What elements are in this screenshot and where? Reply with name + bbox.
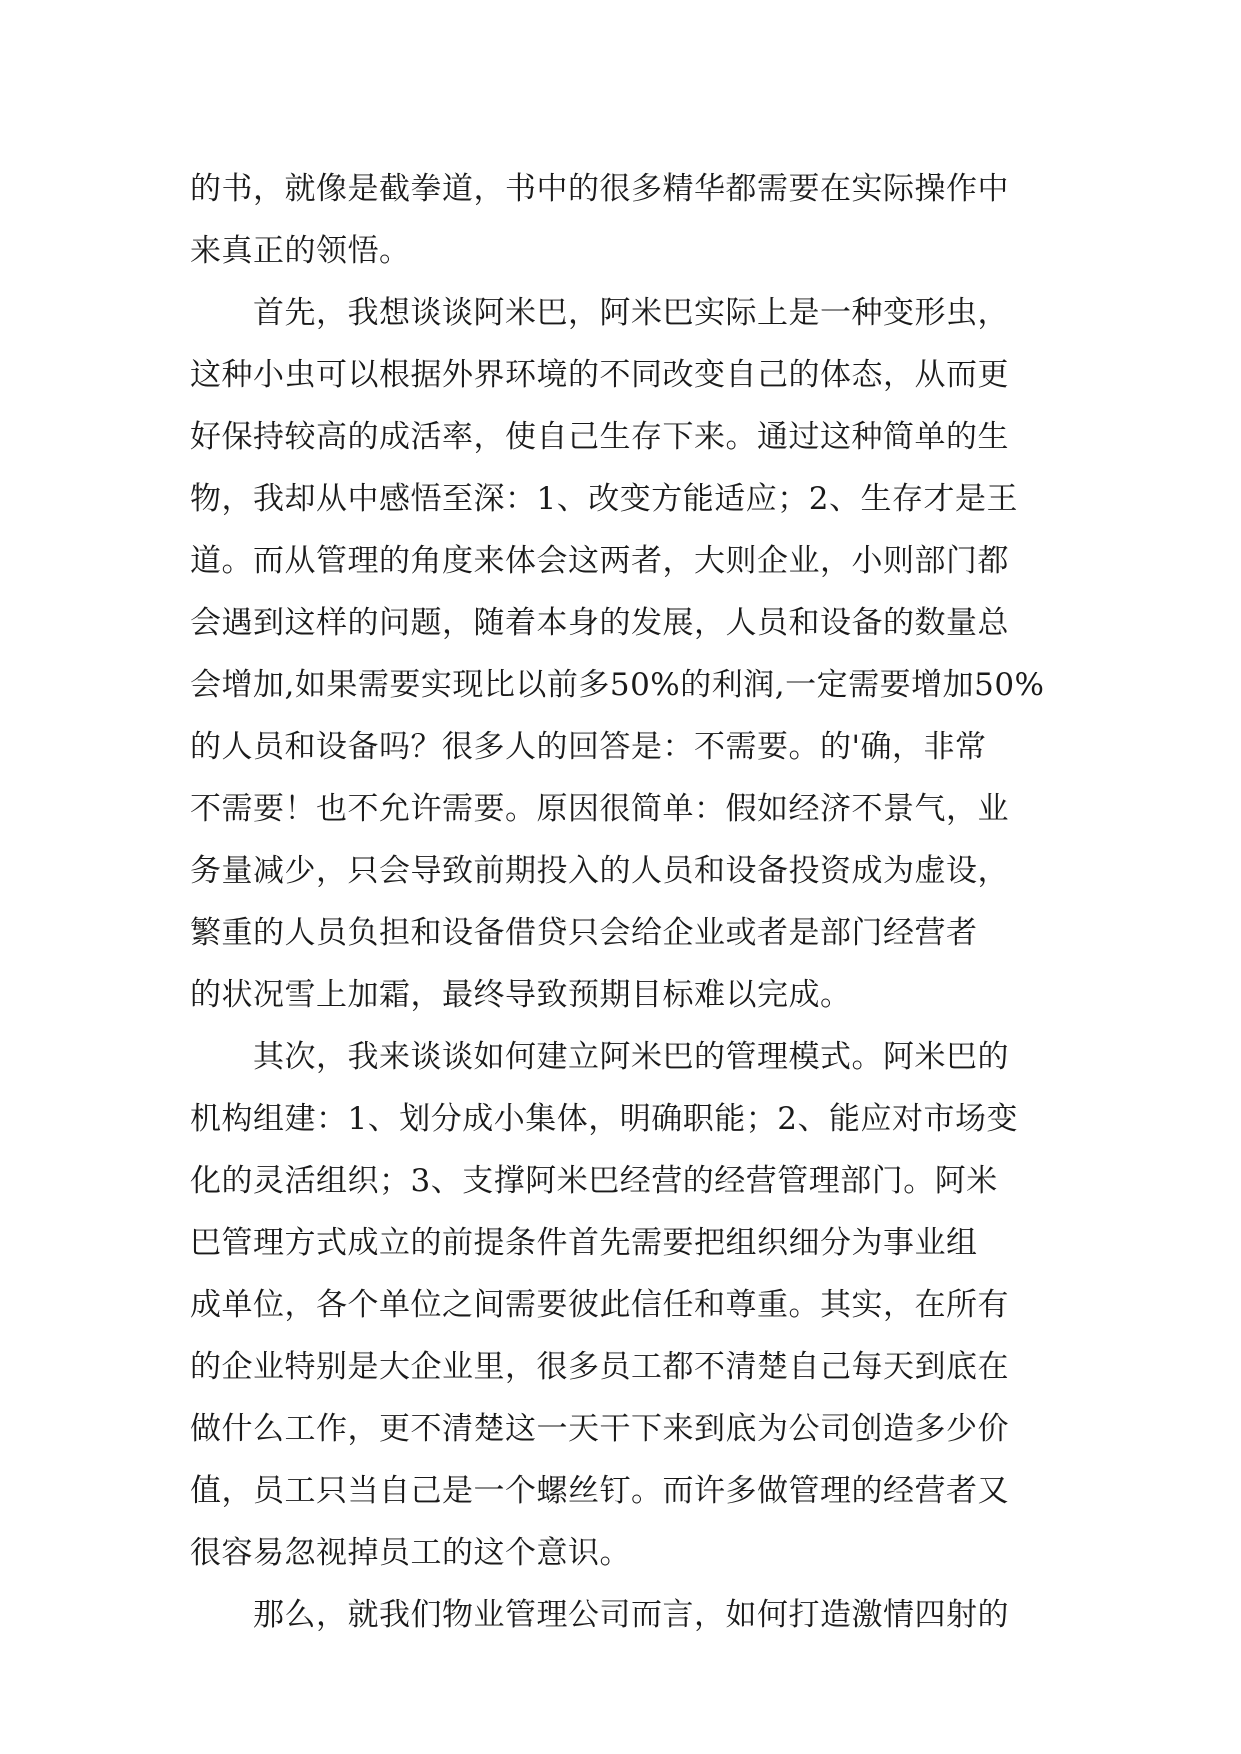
text-line: 的状况雪上加霜，最终导致预期目标难以完成。 [190, 977, 852, 1013]
text-line: 很容易忽视掉员工的这个意识。 [190, 1535, 631, 1571]
text-line: 来真正的领悟。 [190, 233, 411, 269]
text-line: 会增加,如果需要实现比以前多50%的利润,一定需要增加50% [190, 667, 1045, 703]
text-line: 首先，我想谈谈阿米巴，阿米巴实际上是一种变形虫， [190, 295, 1009, 331]
text-line: 化的灵活组织；3、支撑阿米巴经营的经营管理部门。阿米 [190, 1163, 998, 1199]
text-line: 的书，就像是截拳道，书中的很多精华都需要在实际操作中 [190, 171, 1009, 207]
text-line: 好保持较高的成活率，使自己生存下来。通过这种简单的生 [190, 419, 1009, 455]
text-line: 物，我却从中感悟至深：1、改变方能适应；2、生存才是王 [190, 481, 1018, 517]
text-line: 不需要！也不允许需要。原因很简单：假如经济不景气，业 [190, 791, 1009, 827]
text-line: 繁重的人员负担和设备借贷只会给企业或者是部门经营者 [190, 915, 978, 951]
text-line: 会遇到这样的问题，随着本身的发展，人员和设备的数量总 [190, 605, 1009, 641]
text-line: 的人员和设备吗？很多人的回答是：不需要。的'确，非常 [190, 729, 987, 765]
text-line: 的企业特别是大企业里，很多员工都不清楚自己每天到底在 [190, 1349, 1009, 1385]
text-line: 道。而从管理的角度来体会这两者，大则企业，小则部门都 [190, 543, 1009, 579]
text-line: 其次，我来谈谈如何建立阿米巴的管理模式。阿米巴的 [190, 1039, 1009, 1075]
text-line: 巴管理方式成立的前提条件首先需要把组织细分为事业组 [190, 1225, 978, 1261]
text-line: 值，员工只当自己是一个螺丝钉。而许多做管理的经营者又 [190, 1473, 1009, 1509]
text-line: 那么，就我们物业管理公司而言，如何打造激情四射的 [190, 1597, 1009, 1633]
text-line: 成单位，各个单位之间需要彼此信任和尊重。其实，在所有 [190, 1287, 1009, 1323]
text-line: 做什么工作，更不清楚这一天干下来到底为公司创造多少价 [190, 1411, 1009, 1447]
text-line: 务量减少，只会导致前期投入的人员和设备投资成为虚设， [190, 853, 1009, 889]
body-text [190, 158, 1060, 1646]
text-line: 机构组建：1、划分成小集体，明确职能；2、能应对市场变 [190, 1101, 1018, 1137]
text-line: 这种小虫可以根据外界环境的不同改变自己的体态，从而更 [190, 357, 1009, 393]
